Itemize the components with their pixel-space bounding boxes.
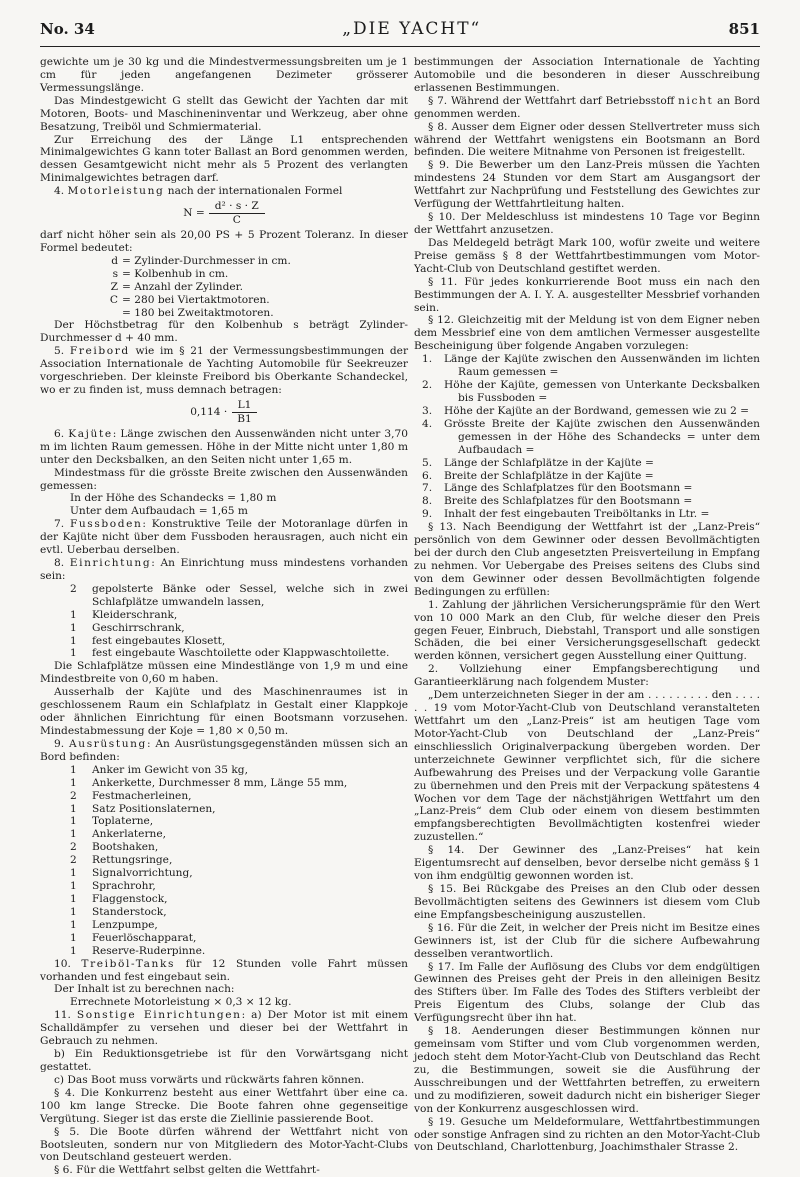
paragraph: darf nicht höher sein als 20,00 PS + 5 Prozent Toleranz. In dieser Formel bedeutet: xyxy=(40,228,408,254)
section-text: nach der internationalen Formel xyxy=(167,185,343,198)
section-title: Einrichtung xyxy=(69,557,152,570)
item-text: Inhalt der fest eingebauten Treiböltanks in Ltr. = xyxy=(444,508,710,521)
list-item xyxy=(70,647,408,660)
paragraph: Das Meldegeld beträgt Mark 100, wofür zweite und weitere Preise gemäss § 8 der Wettfahrtbestimmungen vom Motor-Yacht-Club von Deutschland gestiftet werden. xyxy=(414,236,760,275)
paragraph: § 12. Gleichzeitig mit der Meldung ist von dem Eigner neben dem Messbrief eine von dem amtlichen Vermesser ausgestellte Bescheinigung über folgende Angaben vorzulegen: xyxy=(414,314,760,353)
paragraph: Mindestmass für die grösste Breite zwischen den Aussenwänden gemessen: xyxy=(40,466,408,492)
list-item xyxy=(70,815,408,828)
item-text: Bootshaken, xyxy=(92,841,159,854)
item-number: 3. xyxy=(422,404,433,417)
item-number: 6. xyxy=(422,469,433,482)
list-item xyxy=(70,867,408,880)
item-text: Grösste Breite der Kajüte zwischen den Aussenwänden gemessen in der Höhe des Schandecks = unter dem Aufbaudach = xyxy=(444,417,760,456)
list-item xyxy=(70,932,408,945)
list-item xyxy=(414,508,760,521)
item-text: Feuerlöschapparat, xyxy=(92,931,197,944)
item-count: 1 xyxy=(70,944,77,957)
formula-fraction xyxy=(209,200,265,227)
paragraph: § 6. Für die Wettfahrt selbst gelten die Wettfahrt- xyxy=(54,1164,320,1177)
item-number: 8. xyxy=(422,495,433,508)
list-item xyxy=(70,777,408,790)
item-text: Höhe der Kajüte an der Bordwand, gemessen wie zu 2 = xyxy=(444,404,750,417)
item-count: 1 xyxy=(70,828,77,841)
section-10 xyxy=(40,958,408,984)
paragraph: c) Das Boot muss vorwärts und rückwärts fahren können. xyxy=(54,1073,365,1086)
item-text: Toplaterne, xyxy=(92,815,154,828)
section-number: 4. xyxy=(54,185,65,198)
item-text: Breite des Schlafplatzes für den Bootsmann = xyxy=(444,495,693,508)
item-text: Länge des Schlafplatzes für den Bootsmann = xyxy=(444,482,693,495)
paragraph: gewichte um je 30 kg und die Mindestvermessungsbreiten um je 1 cm für jeden angefangenen Dezimeter grösserer Vermessungslänge. xyxy=(40,56,408,94)
quoted-declaration: „Dem unterzeichneten Sieger in der am . . . . . . . . . den . . . . . . 19 vom Motor-Yacht-Club von Deutschland veranstalteten Wettfahrt um den „Lanz-Preis“ ist am heutigen Tage vom Motor-Yacht-Club von Deutschland der „Lanz-Preis“ einschliesslich Originalverpackung übergeben worden. Der unterzeichnete Gewinner verpflichtet sich, für die sichere Aufbewahrung des Preises und der Verpackung volle Garantie zu übernehmen und den Preis mit der Verpackung spätestens 4 Wochen vor dem Tage der nächstjährigen Wettfahrt um den „Lanz-Preis“ dem Club oder einem von diesem bestimmten empfangsberechtigten Bevollmächtigten kostenfrei wieder zuzustellen.“ xyxy=(414,689,760,844)
definition-symbol xyxy=(98,307,122,320)
paragraph: § 17. Im Falle der Auflösung des Clubs vor dem endgültigen Gewinnen des Preises geht der Preis in den alleinigen Besitz des Stifters über. Im Falle des Todes des Stifters verbleibt der Preis Eigentum des Clubs, solange der Club das Verfügungsrecht über ihn hat. xyxy=(414,960,760,1025)
section-number: 8. xyxy=(54,557,65,570)
list-item xyxy=(70,583,408,609)
page-header xyxy=(40,14,760,44)
section-title: Fussboden xyxy=(69,518,143,531)
formula-line: Errechnete Motorleistung × 0,3 × 12 kg. xyxy=(70,996,292,1009)
paragraph: § 11. Für jedes konkurrierende Boot muss ein nach den Bestimmungen der A. I. Y. A. ausgestellter Messbrief vorhanden sein. xyxy=(414,275,760,314)
list-item xyxy=(70,635,408,648)
item-text: Standerstock, xyxy=(92,905,167,918)
paragraph: § 10. Der Meldeschluss ist mindestens 10 Tage vor Beginn der Wettfahrt anzusetzen. xyxy=(414,211,760,236)
section-title: Freibord xyxy=(69,345,130,358)
section-title: Kajüte xyxy=(68,427,113,440)
definition-row xyxy=(40,294,408,307)
list-item xyxy=(70,609,408,622)
definition-row xyxy=(40,281,408,294)
item-count: 1 xyxy=(70,647,77,660)
item-text: Breite der Schlafplätze in der Kajüte = xyxy=(444,469,654,482)
section-text: : An Ausrüstungsgegenständen müssen sich an Bord befinden: xyxy=(40,737,408,763)
definition-symbol: d xyxy=(111,254,118,267)
item-text: Kleiderschrank, xyxy=(92,608,178,621)
section-5 xyxy=(40,345,408,397)
item-text: Reserve-Ruderpinne. xyxy=(92,944,206,957)
item-text: Flaggenstock, xyxy=(92,893,168,905)
list-item xyxy=(414,405,760,418)
item-count: 1 xyxy=(70,918,77,931)
item-count: 1 xyxy=(70,621,77,634)
list-item xyxy=(414,353,760,379)
paragraph: Zur Erreichung des der Länge L1 entsprechenden Minimalgewichtes G kann toter Ballast an Bord genommen werden, dessen Gesamtgewicht nicht mehr als 5 Prozent des verlangten Minimalgewichtes betragen darf. xyxy=(40,133,408,185)
section-text: : a) Der Motor ist mit einem Schalldämpfer zu versehen und dieser bei der Wettfahrt in Gebrauch zu nehmen. xyxy=(40,1009,408,1048)
right-column xyxy=(414,56,760,1154)
list-item xyxy=(414,482,760,495)
motor-formula xyxy=(40,200,408,227)
section-text: wie im § 21 der Vermessungsbestimmungen der Association Internationale de Yachting Automobile für Seekreuzer vorgeschrieben. Der kleinste Freibord bis Oberkante Schandeckel, wo er zu finden ist, muss demnach betragen: xyxy=(40,345,409,397)
formula-denominator: B1 xyxy=(237,412,252,425)
item-number: 2. xyxy=(422,379,433,392)
paragraph: § 13. Nach Beendigung der Wettfahrt ist der „Lanz-Preis“ persönlich von dem Gewinner oder dessen Bevollmächtigten bei der durch den Club angesetzten Preisverteilung in Empfang zu nehmen. Vor Uebergabe des Preises seitens des Clubs sind von dem Gewinner oder dessen Bevollmächtigten folgende Bedingungen zu erfüllen: xyxy=(414,521,760,598)
item-text: Ankerlaterne, xyxy=(92,828,166,841)
paragraph-text: § 7. Während der Wettfahrt darf Betriebsstoff xyxy=(428,94,675,107)
paragraph: § 9. Die Bewerber um den Lanz-Preis müssen die Yachten mindestens 24 Stunden vor dem Start am Ausgangsort der Wettfahrt zur Nachprüfung und Feststellung des Gewichtes zur Verfügung der Wettfahrtleitung halten. xyxy=(414,159,760,211)
item-count: 1 xyxy=(70,802,77,815)
freibord-formula xyxy=(40,399,408,426)
paragraph: § 19. Gesuche um Meldeformulare, Wettfahrtbestimmungen oder sonstige Anfragen sind zu richten an den Motor-Yacht-Club von Deutschland, Charlottenburg, Joachimsthaler Strasse 2. xyxy=(414,1115,760,1154)
section-9 xyxy=(40,738,408,764)
paragraph: § 14. Der Gewinner des „Lanz-Preises“ hat kein Eigentumsrecht auf denselben, bevor derselbe nicht gemäss § 1 von ihm endgültig gewonnen worden ist. xyxy=(414,844,760,883)
paragraph: Ausserhalb der Kajüte und des Maschinenraumes ist in geschlossenem Raum ein Schlafplatz in Gestalt einer Klappkoje oder ähnlichen Einrichtung für einen Bootsmann vorzusehen. Mindestabmessung der Koje = 1,80 × 0,50 m. xyxy=(40,686,408,738)
definition-row xyxy=(40,255,408,268)
section-number: 5. xyxy=(54,345,65,358)
section-number: 11. xyxy=(54,1009,71,1022)
section-title: Ausrüstung xyxy=(69,737,147,750)
item-count: 1 xyxy=(70,905,77,918)
section-text: : Konstruktive Teile der Motoranlage dürfen in der Kajüte nicht über dem Fussboden herausragen, auch nicht ein evtl. Ueberbau derselben. xyxy=(40,518,409,557)
section-title: Treiböl-Tanks xyxy=(81,957,175,970)
item-count: 1 xyxy=(70,815,77,828)
paragraph: 2. Vollziehung einer Empfangsberechtigung und Garantieerklärung nach folgendem Muster: xyxy=(414,663,760,689)
list-item xyxy=(70,945,408,958)
list-item xyxy=(70,854,408,867)
item-text: Satz Positionslaternen, xyxy=(92,802,216,815)
list-item xyxy=(70,880,408,893)
list-item xyxy=(70,622,408,635)
list-item xyxy=(70,893,408,906)
item-count: 1 xyxy=(70,634,77,647)
angaben-list xyxy=(414,353,760,521)
item-number: 9. xyxy=(422,508,433,521)
definition-list xyxy=(40,255,408,320)
item-number: 7. xyxy=(422,482,433,495)
emphasis-text: nicht xyxy=(678,94,714,107)
item-text: Festmacherleinen, xyxy=(92,789,192,802)
journal-title: „DIE YACHT“ xyxy=(342,19,482,39)
list-item xyxy=(414,418,760,457)
item-text: Ankerkette, Durchmesser 8 mm, Länge 55 mm, xyxy=(92,776,348,789)
item-text: Geschirrschrank, xyxy=(92,621,185,634)
definition-symbol: C xyxy=(109,293,118,306)
section-text: für 12 Stunden volle Fahrt müssen vorhanden und fest eingebaut sein. xyxy=(40,957,408,983)
definition-symbol: Z xyxy=(110,280,118,293)
item-text: Höhe der Kajüte, gemessen von Unterkante Decksbalken bis Fussboden = xyxy=(444,379,760,404)
item-count: 2 xyxy=(70,854,77,867)
formula-denominator: C xyxy=(232,214,241,227)
ausruestung-list xyxy=(40,764,408,958)
formula-fraction xyxy=(231,399,258,426)
section-number: 9. xyxy=(54,737,65,750)
item-text: Sprachrohr, xyxy=(92,880,156,893)
definition-symbol: s xyxy=(112,267,118,280)
paragraph: § 15. Bei Rückgabe des Preises an den Club oder dessen Bevollmächtigten seitens des Gewinners ist diesem vom Club eine Empfangsbescheinigung auszustellen. xyxy=(414,883,760,921)
item-number: 1. xyxy=(422,353,433,366)
list-item xyxy=(70,906,408,919)
paragraph: Die Schlafplätze müssen eine Mindestlänge von 1,9 m und eine Mindestbreite von 0,60 m haben. xyxy=(40,660,408,686)
formula-numerator: d² · s · Z xyxy=(209,200,265,214)
paragraph: § 4. Die Konkurrenz besteht aus einer Wettfahrt über eine ca. 100 km lange Strecke. Die Boote fahren ohne gegenseitige Vergütung. Sieger ist das erste die Ziellinie passierende Boot. xyxy=(40,1086,408,1125)
item-count: 1 xyxy=(70,776,77,789)
item-count: 1 xyxy=(70,867,77,880)
item-text: Anker im Gewicht von 35 kg, xyxy=(92,763,248,776)
item-text: Länge der Schlafplätze in der Kajüte = xyxy=(444,456,654,469)
definition-row xyxy=(40,307,408,320)
section-11 xyxy=(40,1009,408,1048)
item-number: 5. xyxy=(422,456,433,469)
formula-numerator: L1 xyxy=(232,399,258,413)
section-number: 6. xyxy=(54,427,65,440)
section-6 xyxy=(40,428,408,467)
definition-row xyxy=(40,268,408,281)
list-item xyxy=(414,470,760,483)
paragraph: § 18. Aenderungen dieser Bestimmungen können nur gemeinsam vom Stifter und vom Club vorgenommen werden, jedoch steht dem Motor-Yacht-Club von Deutschland das Recht zu, die Bestimmungen, soweit sie die Ausführung der Ausschreibungen und der Wettfahrten betreffen, zu erweitern und zu modifizieren, soweit dadurch nicht ein bisheriger Sieger von der Konkurrenz ausgeschlossen wird. xyxy=(414,1025,760,1115)
item-text: Signalvorrichtung, xyxy=(92,867,193,880)
paragraph-text: an Bord genommen werden. xyxy=(414,94,761,120)
issue-number: No. 34 xyxy=(40,20,95,38)
formula-lhs: N = xyxy=(183,207,205,220)
section-4 xyxy=(40,185,408,198)
paragraph: bestimmungen der Association Internationale de Yachting Automobile und die besonderen in dieser Ausschreibung erlassenen Bestimmungen. xyxy=(414,56,760,94)
list-item xyxy=(70,764,408,777)
section-7 xyxy=(40,518,408,557)
paragraph: b) Ein Reduktionsgetriebe ist für den Vorwärtsgang nicht gestattet. xyxy=(40,1048,408,1073)
section-text: : An Einrichtung muss mindestens vorhanden sein: xyxy=(40,557,409,582)
list-item xyxy=(70,919,408,932)
item-text: Rettungsringe, xyxy=(92,854,173,867)
left-column xyxy=(40,56,408,1177)
list-item xyxy=(414,495,760,508)
item-text: fest eingebautes Klosett, xyxy=(92,634,226,647)
item-count: 2 xyxy=(70,582,77,595)
measure-line: Unter dem Aufbaudach = 1,65 m xyxy=(70,505,248,518)
paragraph-7 xyxy=(414,95,760,121)
list-item xyxy=(414,457,760,470)
item-count: 1 xyxy=(70,763,77,776)
paragraph: Der Inhalt ist zu berechnen nach: xyxy=(54,983,235,996)
paragraph: Das Mindestgewicht G stellt das Gewicht der Yachten dar mit Motoren, Boots- und Maschineninventar und Werkzeug, aber ohne Besatzung, Treiböl und Schmiermaterial. xyxy=(40,94,408,133)
page-number: 851 xyxy=(728,20,760,38)
definition-text: = Anzahl der Zylinder. xyxy=(122,280,243,293)
list-item xyxy=(70,803,408,816)
item-count: 2 xyxy=(70,841,77,854)
item-text: fest eingebaute Waschtoilette oder Klappwaschtoilette. xyxy=(92,647,390,660)
paragraph: § 8. Ausser dem Eigner oder dessen Stellvertreter muss sich während der Wettfahrt wenigstens ein Bootsmann an Bord befinden. Die weitere Mitnahme von Personen ist freigestellt. xyxy=(414,120,760,159)
paragraph: 1. Zahlung der jährlichen Versicherungsprämie für den Wert von 10 000 Mark an den Club, für welche dieser den Preis gegen Feuer, Einbruch, Diebstahl, Transport und alle sonstigen Schäden, die bei einer Versicherungsgesellschaft gedeckt werden können, versichert gegen Ausstellung einer Quittung. xyxy=(414,598,760,663)
definition-text: = 280 bei Viertaktmotoren. xyxy=(122,293,270,306)
section-number: 7. xyxy=(54,518,65,531)
item-number: 4. xyxy=(422,417,433,430)
definition-text: = Kolbenhub in cm. xyxy=(122,267,229,280)
list-item xyxy=(70,828,408,841)
section-8 xyxy=(40,557,408,583)
section-number: 10. xyxy=(54,957,71,970)
list-item xyxy=(70,790,408,803)
formula-lhs: 0,114 · xyxy=(190,405,228,418)
item-count: 1 xyxy=(70,608,77,621)
section-title: Sonstige Einrichtungen xyxy=(76,1009,242,1022)
paragraph: § 5. Die Boote dürfen während der Wettfahrt nicht von Bootsleuten, sondern nur von Mitgliedern des Motor-Yacht-Clubs von Deutschland gesteuert werden. xyxy=(40,1125,408,1164)
paragraph: Der Höchstbetrag für den Kolbenhub s beträgt Zylinder-Durchmesser d + 40 mm. xyxy=(40,319,408,345)
definition-text: = Zylinder-Durchmesser in cm. xyxy=(122,254,291,267)
item-count: 1 xyxy=(70,931,77,944)
measure-line: In der Höhe des Schandecks = 1,80 m xyxy=(70,492,277,505)
item-text: gepolsterte Bänke oder Sessel, welche sich in zwei Schlafplätze umwandeln lassen, xyxy=(92,582,408,608)
einrichtung-list xyxy=(40,583,408,661)
list-item xyxy=(414,379,760,405)
section-text: : Länge zwischen den Aussenwänden nicht unter 3,70 m im lichten Raum gemessen. Höhe in der Mitte nicht unter 1,80 m unter den Decksbalken, an den Seiten nicht unter 1,65 m. xyxy=(40,427,408,466)
item-count: 1 xyxy=(70,893,77,905)
definition-text: = 180 bei Zweitaktmotoren. xyxy=(122,306,274,319)
item-text: Länge der Kajüte zwischen den Aussenwänden im lichten Raum gemessen = xyxy=(444,353,760,379)
section-title: Motorleistung xyxy=(67,185,165,198)
header-rule xyxy=(40,46,760,47)
list-item xyxy=(70,841,408,854)
paragraph: § 16. Für die Zeit, in welcher der Preis nicht im Besitze eines Gewinners ist, ist der Club für die sichere Aufbewahrung desselben verantwortlich. xyxy=(414,921,760,960)
item-text: Lenzpumpe, xyxy=(92,918,158,931)
item-count: 1 xyxy=(70,880,77,893)
item-count: 2 xyxy=(70,789,77,802)
